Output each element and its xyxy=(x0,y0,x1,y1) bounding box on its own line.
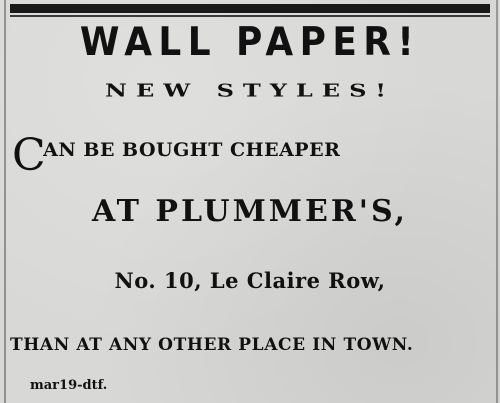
top-rule-thick xyxy=(10,4,490,13)
ad-headline: WALL PAPER! xyxy=(79,20,421,65)
ad-subhead: NEW STYLES! xyxy=(105,80,395,101)
ad-cheaper-line xyxy=(12,130,341,181)
cheaper-text: AN BE BOUGHT CHEAPER xyxy=(43,139,341,161)
top-rule-thin xyxy=(10,15,490,17)
ad-merchant-name: AT PLUMMER'S, xyxy=(91,194,409,229)
ad-address: No. 10, Le Claire Row, xyxy=(114,268,386,293)
drop-cap: C xyxy=(12,130,47,181)
ad-closing-line: THAN AT ANY OTHER PLACE IN TOWN. xyxy=(10,335,414,355)
ad-dateline: mar19-dtf. xyxy=(30,378,108,393)
